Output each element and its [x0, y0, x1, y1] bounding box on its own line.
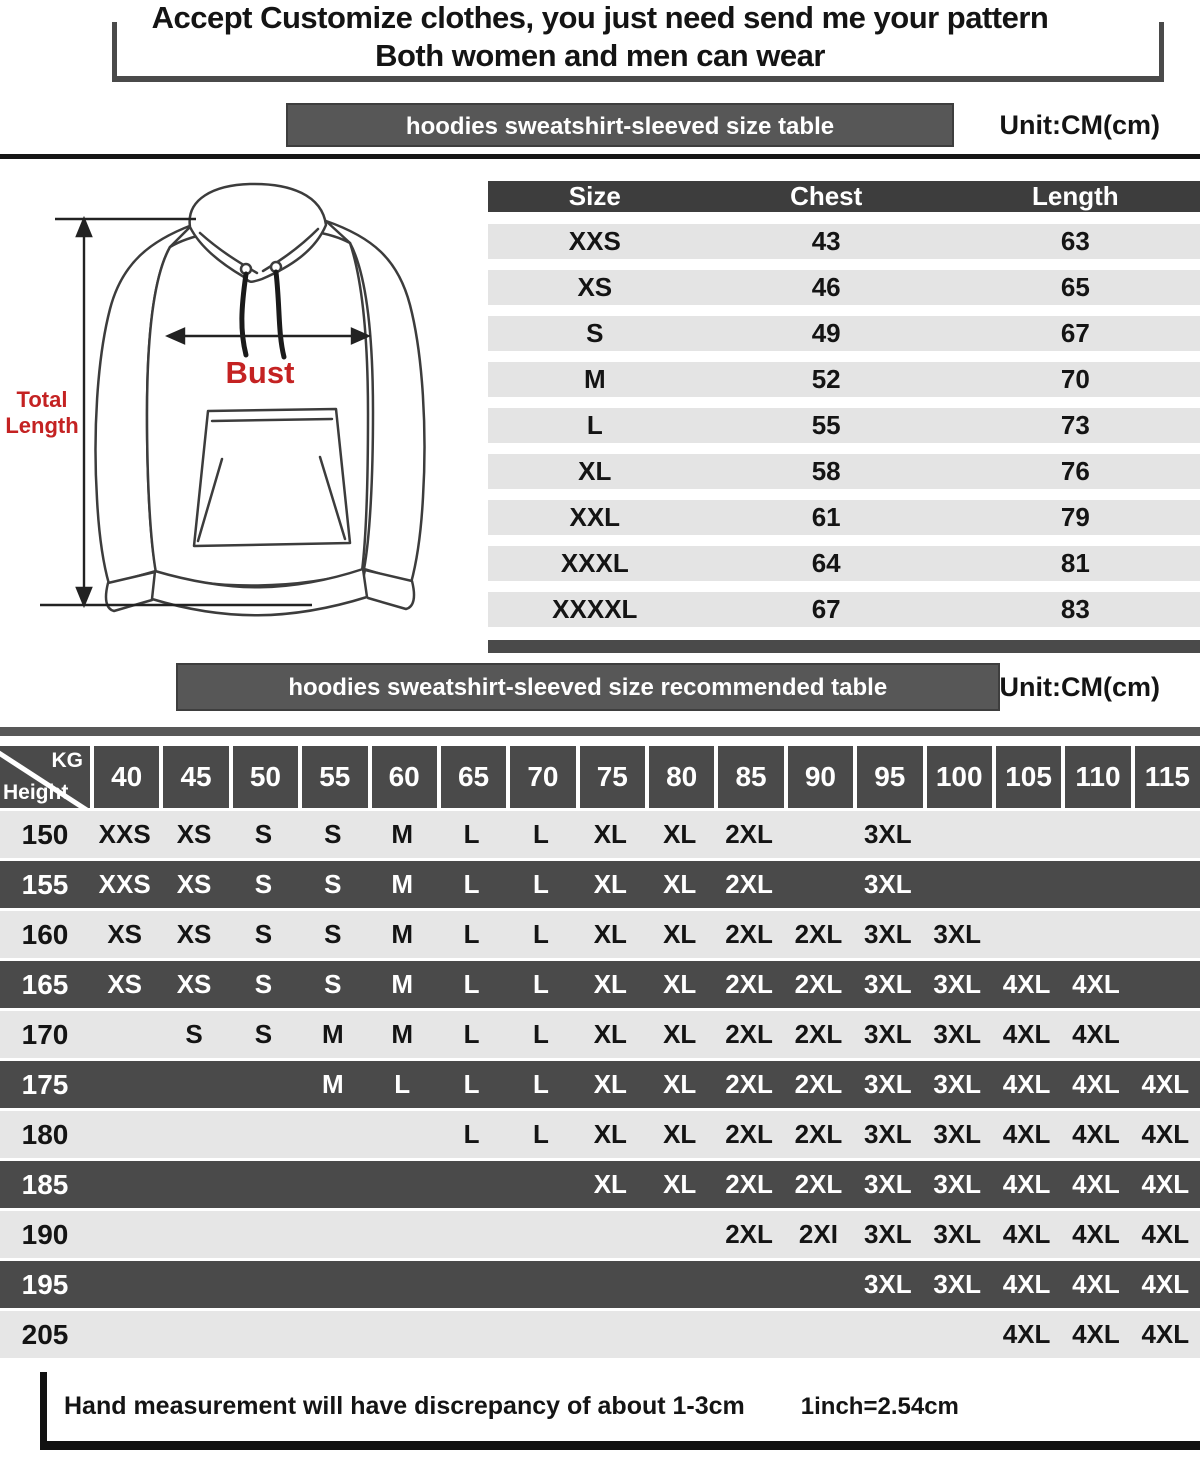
recommended-size-cell: [229, 1261, 298, 1308]
recommended-size-cell: [714, 1261, 783, 1308]
weight-column-header: 45: [163, 746, 228, 808]
recommended-size-cell: 3XL: [863, 1219, 912, 1249]
length-cell: 70: [1060, 364, 1090, 394]
size-table: [488, 159, 1200, 653]
recommended-size-cell: 2XL: [794, 1019, 843, 1049]
recommended-table-row: [0, 861, 1200, 908]
size-cell: XXL: [569, 502, 621, 532]
recommended-size-cell: L: [394, 1069, 411, 1099]
recommended-table-row: [0, 1011, 1200, 1058]
length-cell: 65: [1060, 272, 1090, 302]
recommended-size-cell: L: [463, 819, 480, 849]
chest-cell: 43: [811, 226, 841, 256]
recommended-size-cell: [90, 1211, 159, 1258]
recommended-size-cell: XXS: [98, 819, 151, 849]
recommended-size-cell: [159, 1311, 228, 1358]
chest-cell: 46: [811, 272, 841, 302]
recommended-size-cell: [368, 1261, 437, 1308]
size-table-body: [488, 224, 1200, 638]
recommended-size-cell: [90, 1261, 159, 1308]
recommended-size-cell: XL: [593, 1069, 627, 1099]
recommended-size-cell: [992, 911, 1061, 958]
recommended-size-cell: L: [532, 1069, 549, 1099]
length-cell: 81: [1060, 548, 1090, 578]
recommended-table-banner: hoodies sweatshirt-sleeved size recommended table: [176, 663, 1000, 711]
recommended-size-cell: 3XL: [863, 1069, 912, 1099]
recommended-size-cell: 2XL: [725, 1119, 773, 1149]
recommended-size-cell: XL: [663, 969, 697, 999]
recommended-table-row: [0, 1211, 1200, 1258]
length-cell: 63: [1060, 226, 1090, 256]
recommended-size-cell: XL: [663, 869, 697, 899]
recommended-size-cell: L: [532, 1019, 549, 1049]
recommended-size-cell: 3XL: [933, 1269, 982, 1299]
size-table-banner-row: [0, 100, 1200, 150]
size-cell: XXXXL: [552, 594, 638, 624]
recommended-size-cell: XS: [107, 969, 143, 999]
recommended-size-cell: 4XL: [1002, 1319, 1051, 1349]
weight-column-header: 110: [1065, 746, 1130, 808]
recommended-size-cell: [437, 1311, 506, 1358]
recommended-size-cell: XS: [176, 919, 212, 949]
recommended-size-cell: [368, 1161, 437, 1208]
size-table-row: [488, 270, 1200, 305]
recommended-size-table: [0, 746, 1200, 1358]
recommended-size-cell: XS: [176, 869, 212, 899]
recommended-size-cell: [437, 1161, 506, 1208]
recommended-size-cell: L: [532, 1119, 549, 1149]
recommended-size-cell: [645, 1261, 714, 1308]
recommended-size-cell: [90, 1061, 159, 1108]
recommended-size-cell: M: [391, 969, 414, 999]
recommended-size-cell: [1131, 961, 1200, 1008]
recommended-size-cell: XS: [176, 819, 212, 849]
main-section: [0, 159, 1200, 653]
chest-cell: 64: [811, 548, 841, 578]
recommended-size-cell: XL: [663, 819, 697, 849]
recommended-size-cell: [923, 861, 992, 908]
footnote: [0, 1366, 1200, 1450]
recommended-size-cell: 4XL: [1141, 1319, 1190, 1349]
recommended-size-cell: 4XL: [1072, 1219, 1120, 1249]
recommended-size-cell: 2XL: [725, 869, 773, 899]
recommended-size-cell: L: [532, 819, 549, 849]
recommended-size-cell: 2XL: [794, 1069, 843, 1099]
weight-column-header: 70: [510, 746, 575, 808]
weight-column-header: 105: [996, 746, 1061, 808]
recommended-size-cell: 4XL: [1002, 1269, 1051, 1299]
weight-column-header: 40: [94, 746, 159, 808]
weight-column-header: 100: [927, 746, 992, 808]
header-line-1: Accept Customize clothes, you just need send me your pattern: [151, 0, 1049, 35]
recommended-size-cell: [159, 1061, 228, 1108]
recommended-size-cell: XL: [593, 1169, 627, 1199]
chest-cell: 49: [811, 318, 841, 348]
recommended-size-cell: S: [254, 869, 273, 899]
size-cell: XS: [577, 272, 613, 302]
recommended-size-cell: XL: [663, 1069, 697, 1099]
recommended-size-cell: [923, 1311, 992, 1358]
recommended-size-cell: S: [324, 969, 342, 999]
recommended-size-cell: 3XL: [933, 1019, 982, 1049]
recommended-size-cell: 4XL: [1072, 1169, 1120, 1199]
length-cell: 67: [1060, 318, 1090, 348]
weight-column-header: 65: [441, 746, 506, 808]
recommended-size-cell: 4XL: [1072, 1019, 1120, 1049]
kg-height-corner-cell: [0, 746, 90, 808]
recommended-size-cell: 3XL: [863, 969, 912, 999]
chest-column-header: Chest: [790, 181, 863, 211]
recommended-size-cell: 4XL: [1002, 969, 1051, 999]
recommended-table-row: [0, 1061, 1200, 1108]
size-cell: XXS: [568, 226, 621, 256]
hoodie-figure: [0, 159, 488, 653]
chest-cell: 58: [811, 456, 841, 486]
length-cell: 73: [1060, 410, 1090, 440]
recommended-size-cell: 3XL: [863, 1119, 912, 1149]
weight-column-header: 75: [580, 746, 645, 808]
recommended-size-cell: 2XL: [725, 1169, 773, 1199]
recommended-size-cell: 3XL: [933, 1069, 982, 1099]
recommended-size-cell: 4XL: [1072, 1269, 1120, 1299]
chest-cell: 61: [811, 502, 841, 532]
recommended-size-cell: L: [463, 869, 480, 899]
recommended-size-cell: 3XL: [863, 919, 912, 949]
recommended-size-cell: [714, 1311, 783, 1358]
length-cell: 76: [1060, 456, 1090, 486]
recommended-size-cell: XL: [593, 869, 627, 899]
recommended-size-cell: L: [463, 1019, 480, 1049]
recommended-size-cell: L: [532, 969, 549, 999]
length-cell: 79: [1060, 502, 1090, 532]
recommended-size-cell: 4XL: [1072, 1119, 1120, 1149]
recommended-size-cell: [159, 1261, 228, 1308]
recommended-size-cell: 4XL: [1141, 1219, 1190, 1249]
recommended-size-cell: [506, 1161, 575, 1208]
recommended-size-cell: [90, 1011, 159, 1058]
size-table-row: [488, 546, 1200, 581]
weight-column-header: 50: [233, 746, 298, 808]
footnote-text: [64, 1392, 959, 1421]
recommended-size-cell: [298, 1211, 367, 1258]
recommended-size-cell: [992, 861, 1061, 908]
recommended-size-cell: 3XL: [933, 1169, 982, 1199]
recommended-table-row: [0, 911, 1200, 958]
recommended-size-cell: [229, 1161, 298, 1208]
size-table-row: [488, 362, 1200, 397]
recommended-size-cell: 4XL: [1141, 1169, 1190, 1199]
recommended-size-cell: [159, 1111, 228, 1158]
recommended-size-cell: 4XL: [1141, 1269, 1190, 1299]
recommended-size-cell: XS: [107, 919, 143, 949]
recommended-size-cell: [368, 1311, 437, 1358]
recommended-size-cell: 2XL: [725, 969, 773, 999]
recommended-size-cell: [229, 1111, 298, 1158]
recommended-size-cell: L: [463, 969, 480, 999]
height-row-label: 190: [21, 1218, 69, 1250]
recommended-table-row: [0, 1311, 1200, 1358]
recommended-table-banner-row: [0, 661, 1200, 713]
recommended-size-cell: 4XL: [1072, 1319, 1120, 1349]
height-row-label: 170: [21, 1018, 69, 1050]
recommended-table-body: [0, 811, 1200, 1358]
length-column-header: Length: [1032, 181, 1119, 211]
recommended-size-cell: L: [532, 869, 549, 899]
recommended-size-cell: [784, 1311, 853, 1358]
recommended-size-cell: [90, 1111, 159, 1158]
recommended-table-row: [0, 1161, 1200, 1208]
recommended-size-cell: 4XL: [1002, 1019, 1051, 1049]
size-cell: L: [586, 410, 603, 440]
recommended-size-cell: 3XL: [863, 1269, 912, 1299]
recommended-size-cell: [853, 1311, 922, 1358]
size-cell: XXXL: [560, 548, 629, 578]
recommended-size-cell: XL: [663, 919, 697, 949]
height-row-label: 165: [21, 968, 69, 1000]
recommended-size-cell: [90, 1161, 159, 1208]
recommended-size-cell: [159, 1161, 228, 1208]
recommended-size-cell: [992, 811, 1061, 858]
recommended-table-row: [0, 1111, 1200, 1158]
recommended-size-cell: M: [391, 819, 414, 849]
recommended-size-cell: 3XL: [863, 1019, 912, 1049]
size-table-row: [488, 500, 1200, 535]
recommended-size-cell: 4XL: [1002, 1119, 1051, 1149]
recommended-size-cell: S: [324, 819, 342, 849]
measurement-note: Hand measurement will have discrepancy of about 1-3cm: [64, 1392, 745, 1420]
height-row-label: 155: [21, 868, 69, 900]
recommended-size-cell: 2XL: [794, 969, 843, 999]
recommended-size-cell: 2XL: [794, 919, 843, 949]
header-line-2: Both women and men can wear: [375, 38, 825, 73]
footnote-left-border: [40, 1372, 47, 1450]
recommended-size-cell: 2XL: [794, 1169, 843, 1199]
recommended-size-cell: 3XL: [933, 1219, 982, 1249]
recommended-size-cell: [368, 1211, 437, 1258]
recommended-size-cell: [437, 1261, 506, 1308]
recommended-size-cell: [784, 811, 853, 858]
length-cell: 83: [1060, 594, 1090, 624]
recommended-size-cell: 2XL: [725, 1019, 773, 1049]
recommended-size-cell: 2XI: [798, 1219, 838, 1249]
recommended-size-cell: S: [254, 819, 273, 849]
recommended-size-cell: [576, 1311, 645, 1358]
recommended-size-cell: 4XL: [1002, 1169, 1051, 1199]
recommended-size-cell: 4XL: [1002, 1219, 1051, 1249]
size-table-header: [488, 181, 1200, 212]
recommended-size-cell: 4XL: [1072, 969, 1120, 999]
recommended-size-cell: M: [391, 1019, 414, 1049]
recommended-size-cell: L: [532, 919, 549, 949]
height-axis-label: Height: [3, 781, 69, 804]
recommended-size-cell: [1131, 1011, 1200, 1058]
recommended-size-cell: 3XL: [863, 869, 912, 899]
recommended-size-cell: [784, 1261, 853, 1308]
recommended-size-cell: S: [254, 969, 273, 999]
recommended-size-cell: [437, 1211, 506, 1258]
recommended-size-cell: 4XL: [1141, 1119, 1190, 1149]
height-row-label: 205: [21, 1318, 69, 1350]
recommended-size-cell: 4XL: [1141, 1069, 1190, 1099]
recommended-size-cell: 2XL: [725, 1069, 773, 1099]
recommended-size-cell: 4XL: [1072, 1069, 1120, 1099]
recommended-size-cell: 2XL: [725, 919, 773, 949]
recommended-size-cell: [645, 1211, 714, 1258]
size-table-row: [488, 408, 1200, 443]
recommended-size-cell: XL: [593, 969, 627, 999]
size-table-banner: hoodies sweatshirt-sleeved size table: [286, 103, 954, 147]
size-cell: XL: [578, 456, 612, 486]
recommended-size-cell: S: [324, 869, 342, 899]
footnote-bottom-border: [40, 1441, 1200, 1450]
recommended-size-cell: S: [254, 1019, 273, 1049]
recommended-size-cell: [784, 861, 853, 908]
size-table-row: [488, 592, 1200, 627]
recommended-size-cell: 2XL: [725, 819, 773, 849]
chest-cell: 52: [811, 364, 841, 394]
recommended-size-cell: S: [324, 919, 342, 949]
recommended-size-cell: [1131, 911, 1200, 958]
recommended-size-cell: [923, 811, 992, 858]
weight-column-header: 55: [302, 746, 367, 808]
size-table-row: [488, 224, 1200, 259]
weight-column-header: 95: [857, 746, 922, 808]
recommended-size-cell: [1131, 861, 1200, 908]
top-header: [0, 0, 1200, 96]
recommended-table-header: [0, 746, 1200, 808]
recommended-size-cell: L: [463, 1119, 480, 1149]
recommended-size-cell: XL: [663, 1169, 697, 1199]
recommended-size-cell: [90, 1311, 159, 1358]
recommended-size-cell: M: [321, 1019, 344, 1049]
recommended-size-cell: [229, 1211, 298, 1258]
recommended-size-cell: [576, 1211, 645, 1258]
recommended-size-cell: [159, 1211, 228, 1258]
recommended-size-cell: [298, 1161, 367, 1208]
unit-label-1: Unit:CM(cm): [999, 109, 1160, 140]
recommended-size-cell: 3XL: [933, 969, 982, 999]
recommended-size-cell: [368, 1111, 437, 1158]
recommended-size-cell: XL: [593, 1019, 627, 1049]
total-length-dimension-label: Total Length: [5, 387, 79, 439]
recommended-size-cell: [576, 1261, 645, 1308]
recommended-size-cell: [1061, 861, 1130, 908]
recommended-size-cell: [298, 1111, 367, 1158]
weight-column-header: 60: [372, 746, 437, 808]
size-column-header: Size: [568, 181, 621, 211]
recommended-size-cell: [1061, 911, 1130, 958]
weight-column-header: 115: [1135, 746, 1200, 808]
recommended-size-cell: M: [391, 919, 414, 949]
recommended-size-cell: [298, 1261, 367, 1308]
recommended-size-cell: [506, 1211, 575, 1258]
recommended-size-cell: [229, 1311, 298, 1358]
recommended-size-cell: XL: [593, 1119, 627, 1149]
recommended-size-cell: [1131, 811, 1200, 858]
unit-label-2: Unit:CM(cm): [999, 671, 1160, 702]
weight-column-header: 80: [649, 746, 714, 808]
recommended-size-cell: 3XL: [863, 819, 912, 849]
recommended-size-cell: 3XL: [933, 1119, 982, 1149]
recommended-size-cell: M: [321, 1069, 344, 1099]
recommended-size-cell: [506, 1311, 575, 1358]
height-row-label: 160: [21, 918, 69, 950]
recommended-table-row: [0, 1261, 1200, 1308]
size-cell: S: [586, 318, 604, 348]
height-row-label: 175: [21, 1068, 69, 1100]
inch-conversion-note: 1inch=2.54cm: [800, 1393, 959, 1420]
weight-column-header: 90: [788, 746, 853, 808]
recommended-size-cell: XXS: [98, 869, 151, 899]
height-row-label: 195: [21, 1268, 69, 1300]
kg-axis-label: KG: [51, 749, 83, 772]
recommended-table-row: [0, 811, 1200, 858]
chest-cell: 55: [811, 410, 841, 440]
recommended-size-cell: 2XL: [725, 1219, 773, 1249]
bust-dimension-label: Bust: [225, 355, 295, 390]
recommended-size-cell: [298, 1311, 367, 1358]
recommended-size-cell: L: [463, 1069, 480, 1099]
size-table-row: [488, 316, 1200, 351]
recommended-size-cell: 3XL: [933, 919, 982, 949]
recommended-size-cell: [506, 1261, 575, 1308]
recommended-size-cell: [1061, 811, 1130, 858]
recommended-size-cell: [645, 1311, 714, 1358]
recommended-size-cell: XL: [663, 1019, 697, 1049]
recommended-size-cell: 4XL: [1002, 1069, 1051, 1099]
recommended-size-cell: S: [185, 1019, 203, 1049]
recommended-size-cell: 3XL: [863, 1169, 912, 1199]
recommended-size-cell: L: [463, 919, 480, 949]
recommended-size-cell: XS: [176, 969, 212, 999]
recommended-size-cell: XL: [593, 919, 627, 949]
recommended-table-row: [0, 961, 1200, 1008]
size-table-row: [488, 454, 1200, 489]
gray-divider-bar: [0, 727, 1200, 736]
size-table-footer-bar: [488, 640, 1200, 653]
height-row-label: 180: [21, 1118, 69, 1150]
weight-column-header: 85: [718, 746, 783, 808]
height-row-label: 185: [21, 1168, 69, 1200]
recommended-size-cell: XL: [593, 819, 627, 849]
recommended-size-cell: [229, 1061, 298, 1108]
recommended-size-cell: 2XL: [794, 1119, 843, 1149]
chest-cell: 67: [811, 594, 841, 624]
size-cell: M: [583, 364, 606, 394]
recommended-size-cell: XL: [663, 1119, 697, 1149]
recommended-size-cell: S: [254, 919, 273, 949]
height-row-label: 150: [21, 818, 69, 850]
recommended-size-cell: M: [391, 869, 414, 899]
